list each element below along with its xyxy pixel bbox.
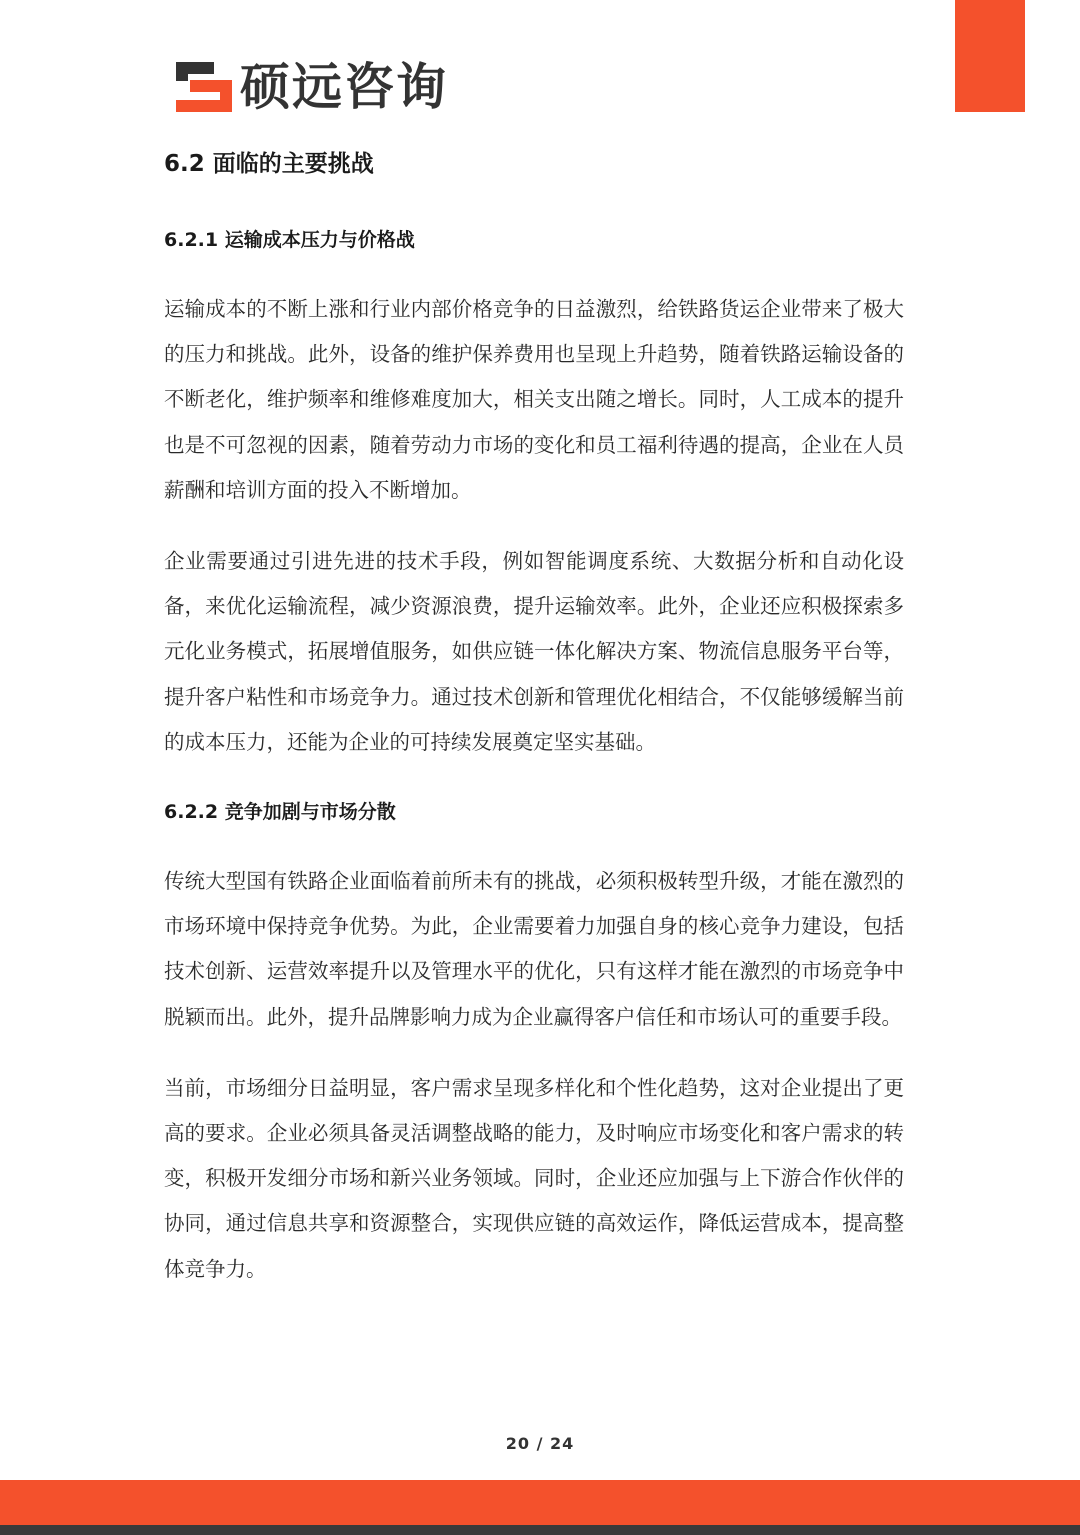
footer-dark-strip — [0, 1525, 1080, 1535]
brand-logo — [176, 58, 448, 116]
footer-accent-bar — [0, 1480, 1080, 1525]
subsection-heading: 6.2.1 运输成本压力与价格战 — [164, 229, 415, 251]
section-heading: 6.2 面临的主要挑战 — [164, 151, 374, 177]
document-body — [164, 140, 904, 1292]
body-paragraph: 企业需要通过引进先进的技术手段，例如智能调度系统、大数据分析和自动化设备，来优化运输流程，减少资源浪费，提升运输效率。此外，企业还应积极探索多元化业务模式，拓展增值服务，如供应链一体化解决方案、物流信息服务平台等，提升客户粘性和市场竞争力。通过技术创新和管理优化相结合，不仅能够缓解当前的成本压力，还能为企业的可持续发展奠定坚实基础。 — [164, 549, 904, 754]
s-bracket-logo-icon — [176, 62, 232, 112]
body-paragraph: 传统大型国有铁路企业面临着前所未有的挑战，必须积极转型升级，才能在激烈的市场环境中保持竞争优势。为此，企业需要着力加强自身的核心竞争力建设，包括技术创新、运营效率提升以及管理水平的优化，只有这样才能在激烈的市场竞争中脱颖而出。此外，提升品牌影响力成为企业赢得客户信任和市场认可的重要手段。 — [164, 869, 904, 1029]
body-paragraph: 运输成本的不断上涨和行业内部价格竞争的日益激烈，给铁路货运企业带来了极大的压力和挑战。此外，设备的维护保养费用也呈现上升趋势，随着铁路运输设备的不断老化，维护频率和维修难度加大，相关支出随之增长。同时，人工成本的提升也是不可忽视的因素，随着劳动力市场的变化和员工福利待遇的提高，企业在人员薪酬和培训方面的投入不断增加。 — [164, 297, 904, 502]
brand-name: 硕远咨询 — [240, 58, 448, 116]
corner-accent-tab — [955, 0, 1025, 112]
subsection-heading: 6.2.2 竞争加剧与市场分散 — [164, 801, 396, 824]
page-number: 20 / 24 — [505, 1434, 575, 1453]
body-paragraph: 当前，市场细分日益明显，客户需求呈现多样化和个性化趋势，这对企业提出了更高的要求。企业必须具备灵活调整战略的能力，及时响应市场变化和客户需求的转变，积极开发细分市场和新兴业务领域。同时，企业还应加强与上下游合作伙伴的协同，通过信息共享和资源整合，实现供应链的高效运作，降低运营成本，提高整体竞争力。 — [164, 1075, 904, 1281]
